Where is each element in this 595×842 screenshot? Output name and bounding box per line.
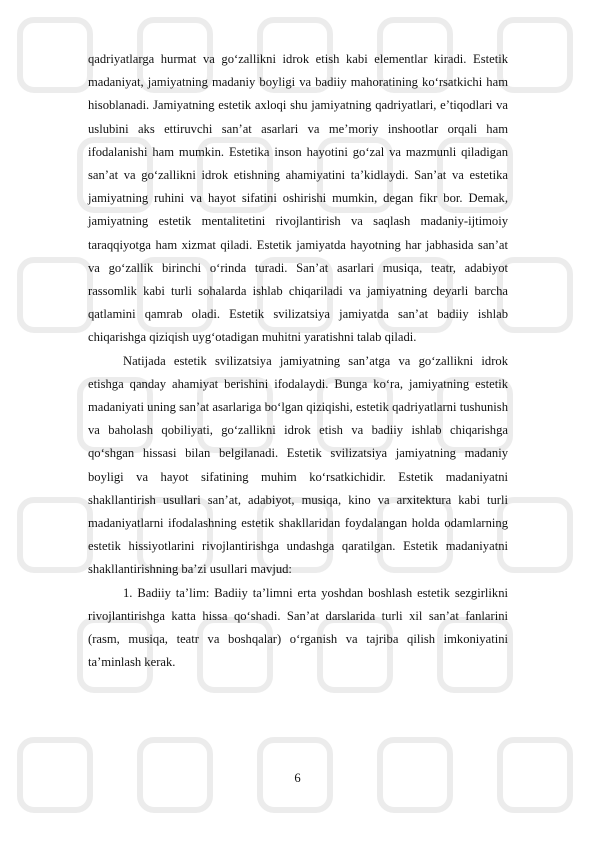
paragraph-continuation: qadriyatlarga hurmat va go‘zallikni idrok etish kabi elementlar kiradi. Estetik madaniyat, jamiyatning madaniy boyligi va badiiy mahoratining ko‘rsatkichi ham hisoblanadi. Jamiyatning estetik axloqi shu jamiyatning qadriyatlari, e’tiqodlari va uslubini aks ettiruvchi san’at asarlari va me’moriy inshootlar orqali ham ifodalanishi ham mumkin. Estetika inson hayotini go‘zal va mazmunli qiladigan san’at va go‘zallikni idrok etishning ahamiyatini ta’kidlaydi. San’at va estetika jamiyatning ruhini va hayot sifatini oshirishi mumkin, degan fikr bor. Demak, jamiyatning estetik mentalitetini rivojlantirish va saqlash madaniy-ijtimoiy taraqqiyotga ham xizmat qiladi. Estetik jamiyatda hayotning har jabhasida san’at va go‘zallik birinchi o‘rinda turadi. San’at asarlari musiqa, teatr, adabiyot rassomlik kabi turli sohalarda ishlab chiqariladi va jamiyatning deyarli barcha qatlamini qamrab oladi. Estetik svilizatsiya jamiyatda san’at badiiy ishlab chiqarishga qiziqish uyg‘otadigan muhitni yaratishni talab qiladi. (88, 52, 508, 345)
paragraph-artistic-education: 1. Badiiy ta’lim: Badiiy ta’limni erta yoshdan boshlash estetik sezgirlikni rivojlantirishga katta hissa qo‘shadi. San’at darslarida turli xil san’at fanlarini (rasm, musiqa, teatr va boshqalar) o‘rganish va tajriba qilish imkoniyatini ta’minlash kerak. (88, 585, 508, 670)
paragraph-aesthetic-civilization: Natijada estetik svilizatsiya jamiyatning san’atga va go‘zallikni idrok etishga qanday ahamiyat berishini ifodalaydi. Bunga ko‘ra, jamiyatning estetik madaniyati uning san’at asarlariga bo‘lgan qiziqishi, estetik qadriyatlarni tushunish va baholash qobiliyati, go‘zallikni idrok etish va badiiy ishlab chiqarishga qo‘shgan hissasi bilan belgilanadi. Estetik svilizatsiya jamiyatning madaniy boyligi va hayot sifatining muhim ko‘rsatkichidir. Estetik madaniyatni shakllantirish usullari san’at, adabiyot, musiqa, kino va arxitektura kabi turli madaniyatlarni ifodalashning estetik shakllaridan foydalangan holda odamlarning estetik hissiyotlarini rivojlantirishga undashga qaratilgan. Estetik madaniyatni shakllantirishning ba’zi usullari mavjud: (88, 353, 508, 577)
page-number: 6 (294, 771, 301, 785)
document-body (88, 48, 508, 674)
